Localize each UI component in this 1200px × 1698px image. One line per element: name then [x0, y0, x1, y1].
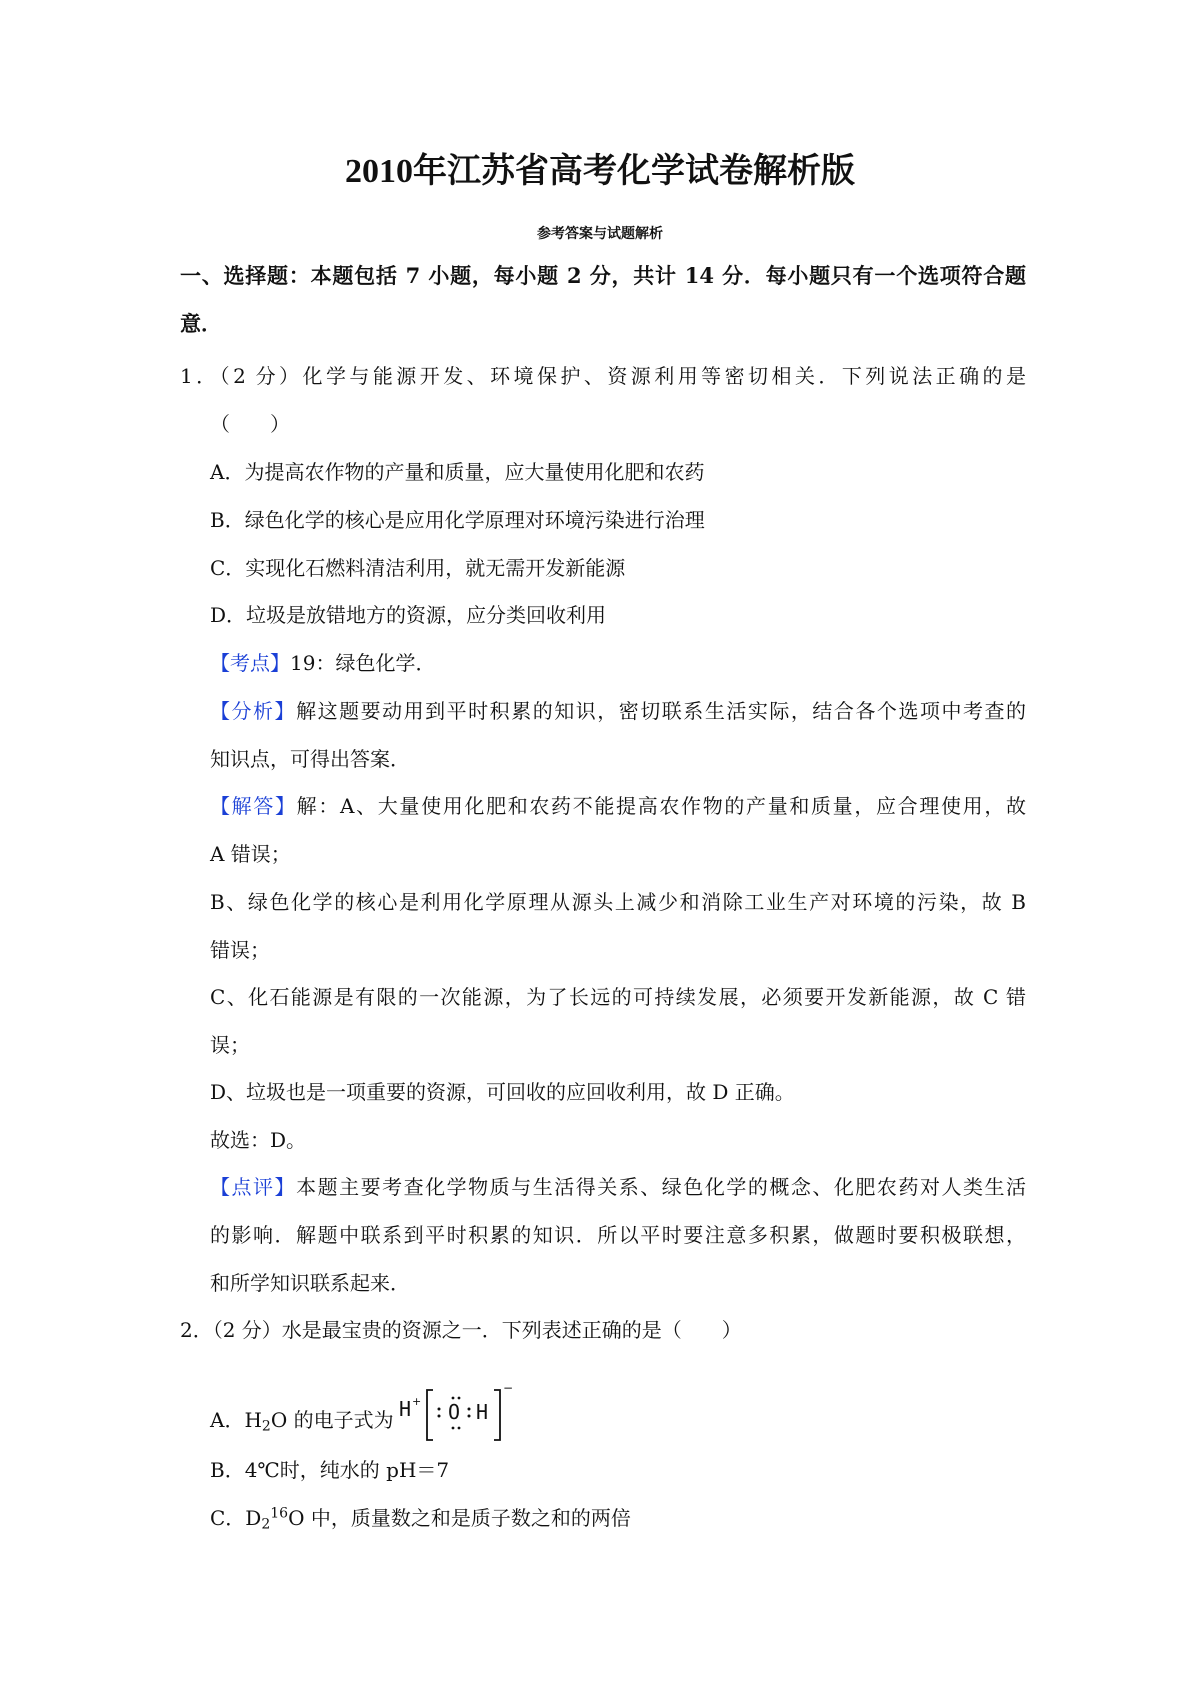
formula-dot	[438, 1408, 441, 1411]
fenxi-tag: 【分析】	[210, 699, 297, 723]
formula-dot	[468, 1408, 471, 1411]
q1-option-c: C．实现化石燃料清洁利用，就无需开发新能源	[210, 556, 626, 580]
q1-c-line1: C、化石能源是有限的一次能源，为了长远的可持续发展，必须要开发新能源，故 C 错	[210, 985, 1026, 1009]
section-heading-line1: 一、选择题：本题包括 7 小题，每小题 2 分，共计 14 分．每小题只有一个选项符合题	[180, 263, 1026, 288]
formula-oxygen: O	[448, 1400, 461, 1424]
q1-d-line: D、垃圾也是一项重要的资源，可回收的应回收利用，故 D 正确。	[210, 1080, 795, 1104]
fenxi-text1: 解这题要动用到平时积累的知识，密切联系生活实际，结合各个选项中考查的	[296, 699, 1027, 723]
q1-dianping-line3: 和所学知识联系起来．	[210, 1271, 410, 1295]
q1-dianping-line1	[210, 1173, 1026, 1201]
q1-kaodian	[210, 649, 435, 677]
q1-fenxi-line1	[210, 697, 1026, 725]
kaodian-tag: 【考点】	[210, 651, 290, 675]
formula-minus-sign: −	[503, 1381, 514, 1395]
formula-dot	[438, 1415, 441, 1418]
q1-fenxi-line2: 知识点，可得出答案．	[210, 747, 410, 771]
formula-plus-sign: +	[412, 1395, 422, 1408]
q2-option-a-suffix: O 的电子式为	[270, 1408, 394, 1432]
document-subtitle: 参考答案与试题解析	[537, 226, 663, 242]
q2-option-a	[210, 1406, 394, 1434]
kaodian-text: 19：绿色化学．	[290, 651, 436, 675]
q1-b-line2: 错误；	[210, 938, 270, 962]
electron-formula-image	[397, 1378, 517, 1446]
q1-option-a: A．为提高农作物的产量和质量，应大量使用化肥和农药	[210, 460, 705, 484]
document-title: 2010年江苏省高考化学试卷解析版	[345, 153, 855, 190]
jieda-text1: 解：A、大量使用化肥和农药不能提高农作物的产量和质量，应合理使用，故	[296, 794, 1026, 818]
q1-c-line2: 误；	[210, 1033, 250, 1057]
q1-option-d: D．垃圾是放错地方的资源，应分类回收利用	[210, 603, 607, 627]
dianping-text1: 本题主要考查化学物质与生活得关系、绿色化学的概念、化肥农药对人类生活	[296, 1175, 1027, 1199]
formula-dot	[458, 1427, 461, 1430]
q2-option-c-subscript: 2	[261, 1516, 271, 1533]
q1-jieda-line1	[210, 792, 1026, 820]
jieda-tag: 【解答】	[210, 794, 297, 818]
q1-stem-line1: 1．（2 分）化学与能源开发、环境保护、资源利用等密切相关．下列说法正确的是	[180, 364, 1026, 388]
q2-stem: 2．（2 分）水是最宝贵的资源之一．下列表述正确的是（ ）	[180, 1318, 742, 1342]
formula-left-bracket	[427, 1390, 433, 1440]
q1-b-line1: B、绿色化学的核心是利用化学原理从源头上减少和消除工业生产对环境的污染，故 B	[210, 890, 1026, 914]
q2-option-b: B．4℃时，纯水的 pH＝7	[210, 1458, 450, 1482]
q1-dianping-line2: 的影响．解题中联系到平时积累的知识．所以平时要注意多积累，做题时要积极联想，	[210, 1223, 1026, 1247]
formula-dot	[468, 1415, 471, 1418]
q1-stem-line2: （ ）	[210, 412, 290, 436]
q2-option-a-subscript: 2	[261, 1418, 271, 1435]
q2-option-c-prefix: C．D	[210, 1506, 262, 1530]
formula-dot	[458, 1397, 461, 1400]
q2-option-a-prefix: A．H	[210, 1408, 262, 1432]
formula-dot	[452, 1397, 455, 1400]
formula-dot	[452, 1427, 455, 1430]
formula-h-plus: H	[399, 1397, 412, 1421]
q2-option-c-suffix: O 中，质量数之和是质子数之和的两倍	[288, 1506, 631, 1530]
q1-jieda-line2: A 错误；	[210, 842, 291, 866]
q2-option-c-superscript: 16	[270, 1505, 289, 1522]
q1-option-b: B．绿色化学的核心是应用化学原理对环境污染进行治理	[210, 508, 705, 532]
formula-hydrogen: H	[476, 1400, 489, 1424]
q2-option-c	[210, 1504, 631, 1532]
section-heading-line2: 意．	[180, 311, 222, 336]
formula-right-bracket	[494, 1390, 500, 1440]
q1-answer: 故选：D。	[210, 1128, 307, 1152]
dianping-tag: 【点评】	[210, 1175, 297, 1199]
